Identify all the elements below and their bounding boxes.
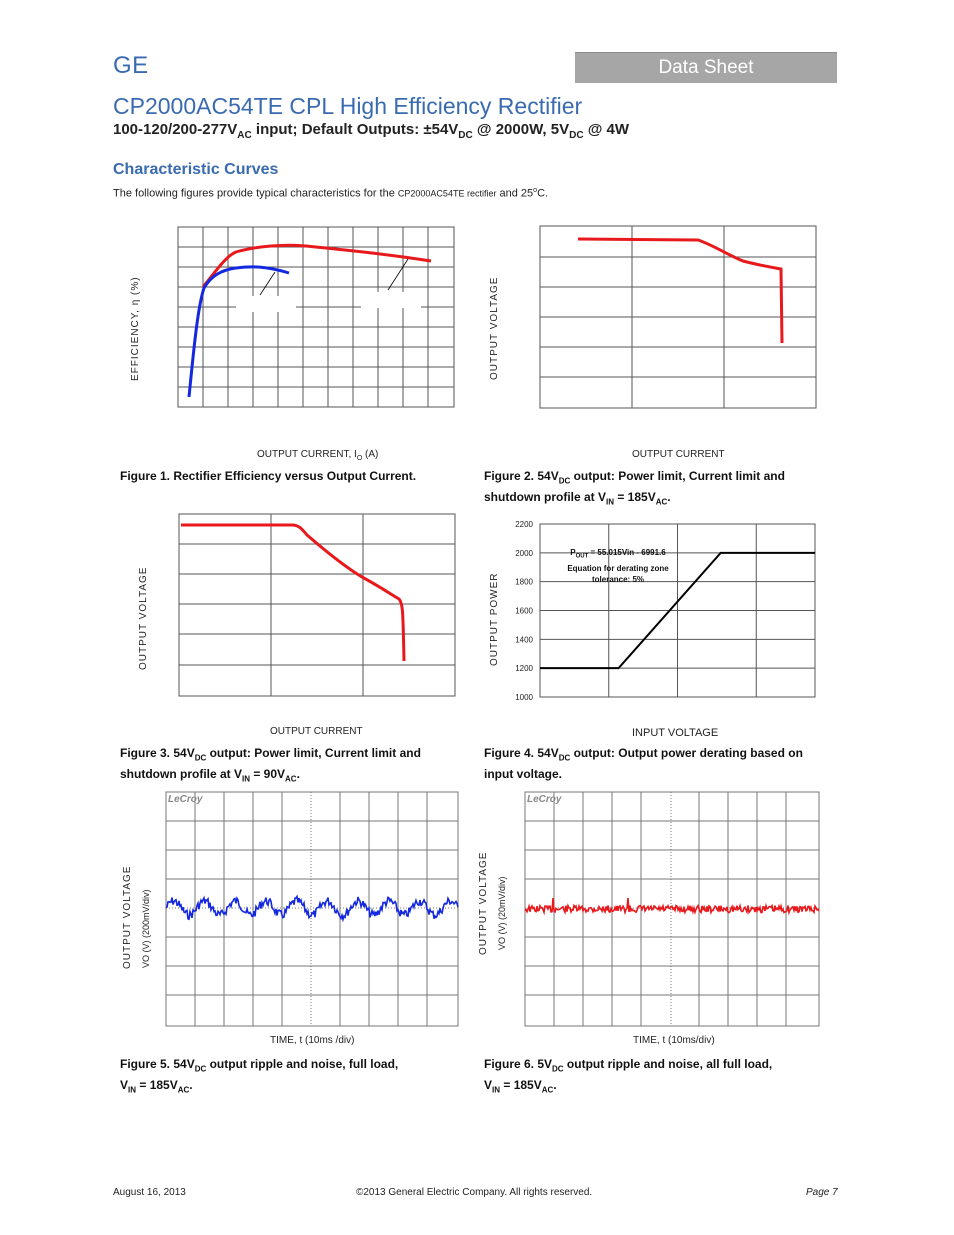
ge-logo-text: GE — [113, 52, 149, 79]
figure4-ytick-label: 2000 — [515, 548, 533, 558]
figure3-caption — [120, 745, 450, 788]
figure5-scope — [164, 790, 461, 1028]
figure6-ylabel2: VO (V) (20mV/div) — [497, 876, 507, 950]
footer-copyright: ©2013 General Electric Company. All rights reserved. — [356, 1187, 593, 1198]
figure6-caption-sub: AC — [541, 1085, 554, 1095]
figure1-chart — [176, 226, 456, 410]
figure4-annotation-line1 — [556, 547, 680, 563]
figure6-caption-part: output ripple and noise, all full load, — [563, 1057, 773, 1071]
subtitle-part: @ 4W — [583, 121, 630, 138]
intro-part-small: CP2000AC54TE rectifier — [397, 188, 497, 199]
figure3-grid — [179, 514, 455, 696]
figure4-caption-sub: DC — [558, 753, 571, 763]
section-heading: Characteristic Curves — [113, 161, 279, 178]
figure2-red-curve — [578, 239, 782, 343]
figure4-ytick-label: 2200 — [515, 520, 533, 529]
figure3-caption-sub: DC — [194, 753, 207, 763]
intro-text — [113, 187, 548, 200]
intro-part: and 25 — [496, 187, 534, 200]
figure6-caption-part: V — [484, 1078, 493, 1093]
figure4-ytick-label: 1800 — [515, 577, 533, 587]
figure4-chart — [505, 516, 825, 706]
figure4-ylabel: OUTPUT POWER — [489, 572, 500, 666]
figure2-caption-part: Figure 2. 54V — [484, 469, 559, 483]
footer-date: August 16, 2013 — [113, 1187, 186, 1198]
page-title: CP2000AC54TE CPL High Efficiency Rectifier — [113, 93, 583, 119]
figure4-xlabel: INPUT VOLTAGE — [632, 727, 719, 739]
figure2-caption-sub: IN — [606, 497, 614, 507]
figure1-caption: Figure 1. Rectifier Efficiency versus Output Current. — [120, 469, 417, 483]
figure4-annotation-line3: tolerance: 5% — [591, 574, 645, 584]
figure3-caption-sub: AC — [285, 774, 297, 784]
figure6-caption-part: . — [553, 1078, 557, 1093]
figure1-ylabel: EFFICIENCY, η (%) — [130, 276, 141, 381]
figure1-xlabel — [257, 449, 378, 462]
intro-part: The following figures provide typical characteristics for the — [113, 187, 398, 200]
annotation-part: = 55.015Vin - 6991.6 — [588, 548, 666, 557]
figure5-caption-part: output ripple and noise, full load, — [206, 1057, 399, 1071]
figure1-legend-blank — [361, 292, 421, 308]
subtitle-part: @ 2000W, 5V — [472, 121, 570, 138]
figure6-caption — [484, 1056, 814, 1099]
figure6-caption-part: = 185V — [500, 1078, 542, 1093]
subtitle-sub: DC — [569, 130, 584, 141]
annotation-sub: OUT — [575, 553, 589, 560]
figure6-scope — [523, 790, 822, 1028]
figure4-annotation-line2: Equation for derating zone — [567, 563, 669, 573]
figure5-caption-sub: DC — [194, 1064, 207, 1074]
figure1-red-curve — [203, 245, 431, 287]
figure6-caption-part: Figure 6. 5V — [484, 1057, 553, 1071]
figure3-caption-part: Figure 3. 54V — [120, 746, 195, 760]
figure6-lecroy-logo: LeCroy — [527, 794, 562, 805]
figure2-caption — [484, 468, 814, 511]
figure4-caption — [484, 745, 819, 782]
figure6-xlabel: TIME, t (10ms/div) — [633, 1035, 715, 1046]
figure5-caption-sub: AC — [177, 1085, 190, 1095]
figure1-pointer-blue — [260, 272, 275, 295]
figure3-caption-sub: IN — [242, 774, 250, 784]
figure3-caption-part: = 90V — [250, 767, 286, 782]
figure3-caption-part: output: Power limit, Current limit and shutdown profile at V — [120, 746, 421, 782]
figure1-legend-blank — [236, 296, 296, 312]
figure4-caption-part: output: Output power derating based on input voltage. — [484, 746, 803, 782]
figure2-caption-part: = 185V — [614, 490, 656, 505]
figure6-caption-sub: IN — [492, 1085, 501, 1095]
intro-sup: o — [533, 187, 538, 194]
figure1-xlabel-part: OUTPUT CURRENT, I — [257, 449, 357, 460]
subtitle-sub: AC — [237, 130, 252, 141]
subtitle-sub: DC — [458, 130, 473, 141]
figure4-annotation — [556, 547, 680, 585]
figure5-caption-part: V — [120, 1078, 129, 1093]
figure2-caption-part: . — [667, 490, 671, 505]
figure6-ylabel1: OUTPUT VOLTAGE — [478, 851, 489, 955]
figure5-ylabel1: OUTPUT VOLTAGE — [122, 865, 133, 969]
data-sheet-badge: Data Sheet — [575, 52, 837, 83]
annotation-part: P — [570, 548, 576, 557]
figure5-caption — [120, 1056, 450, 1099]
footer-page: Page 7 — [806, 1187, 838, 1198]
page-subtitle — [113, 121, 629, 141]
figure1-xlabel-part: (A) — [362, 449, 379, 460]
intro-part: C. — [537, 187, 549, 200]
figure5-caption-part: . — [189, 1078, 193, 1093]
figure3-xlabel: OUTPUT CURRENT — [270, 726, 363, 737]
figure5-ylabel2: VO (V) (200mV/div) — [141, 889, 151, 968]
figure3-caption-part: . — [296, 767, 300, 782]
figure5-caption-part: Figure 5. 54V — [120, 1057, 195, 1071]
figure2-caption-sub: AC — [655, 497, 668, 507]
figure2-chart — [538, 225, 818, 410]
figure5-caption-sub: IN — [128, 1085, 137, 1095]
figure2-caption-part: output: Power limit, Current limit and shutdown profile at V — [484, 469, 785, 505]
figure6-caption-sub: DC — [552, 1064, 564, 1074]
figure4-ytick-label: 1200 — [515, 664, 533, 674]
figure4-ytick-label: 1000 — [515, 693, 533, 702]
figure4-ticks — [515, 520, 533, 702]
figure5-xlabel: TIME, t (10ms /div) — [270, 1035, 355, 1046]
figure1-xlabel-sub: O — [356, 455, 363, 462]
figure5-caption-part: = 185V — [136, 1078, 178, 1093]
figure4-ytick-label: 1400 — [515, 635, 533, 645]
figure4-ytick-label: 1600 — [515, 606, 533, 616]
subtitle-part: input; Default Outputs: ±54V — [251, 121, 459, 138]
figure5-lecroy-logo: LeCroy — [168, 794, 203, 805]
figure4-caption-part: Figure 4. 54V — [484, 746, 559, 760]
figure3-red-curve — [181, 525, 404, 661]
figure2-caption-sub: DC — [558, 476, 571, 486]
figure1-pointer-red — [388, 259, 408, 290]
figure1-grid — [178, 227, 454, 407]
figure2-grid — [540, 226, 816, 408]
figure1-blue-curve — [189, 267, 289, 397]
figure3-ylabel: OUTPUT VOLTAGE — [138, 566, 149, 670]
subtitle-part: 100-120/200-277V — [113, 121, 238, 138]
figure3-chart — [177, 513, 457, 698]
figure2-ylabel: OUTPUT VOLTAGE — [489, 276, 500, 380]
figure2-xlabel: OUTPUT CURRENT — [632, 449, 725, 460]
